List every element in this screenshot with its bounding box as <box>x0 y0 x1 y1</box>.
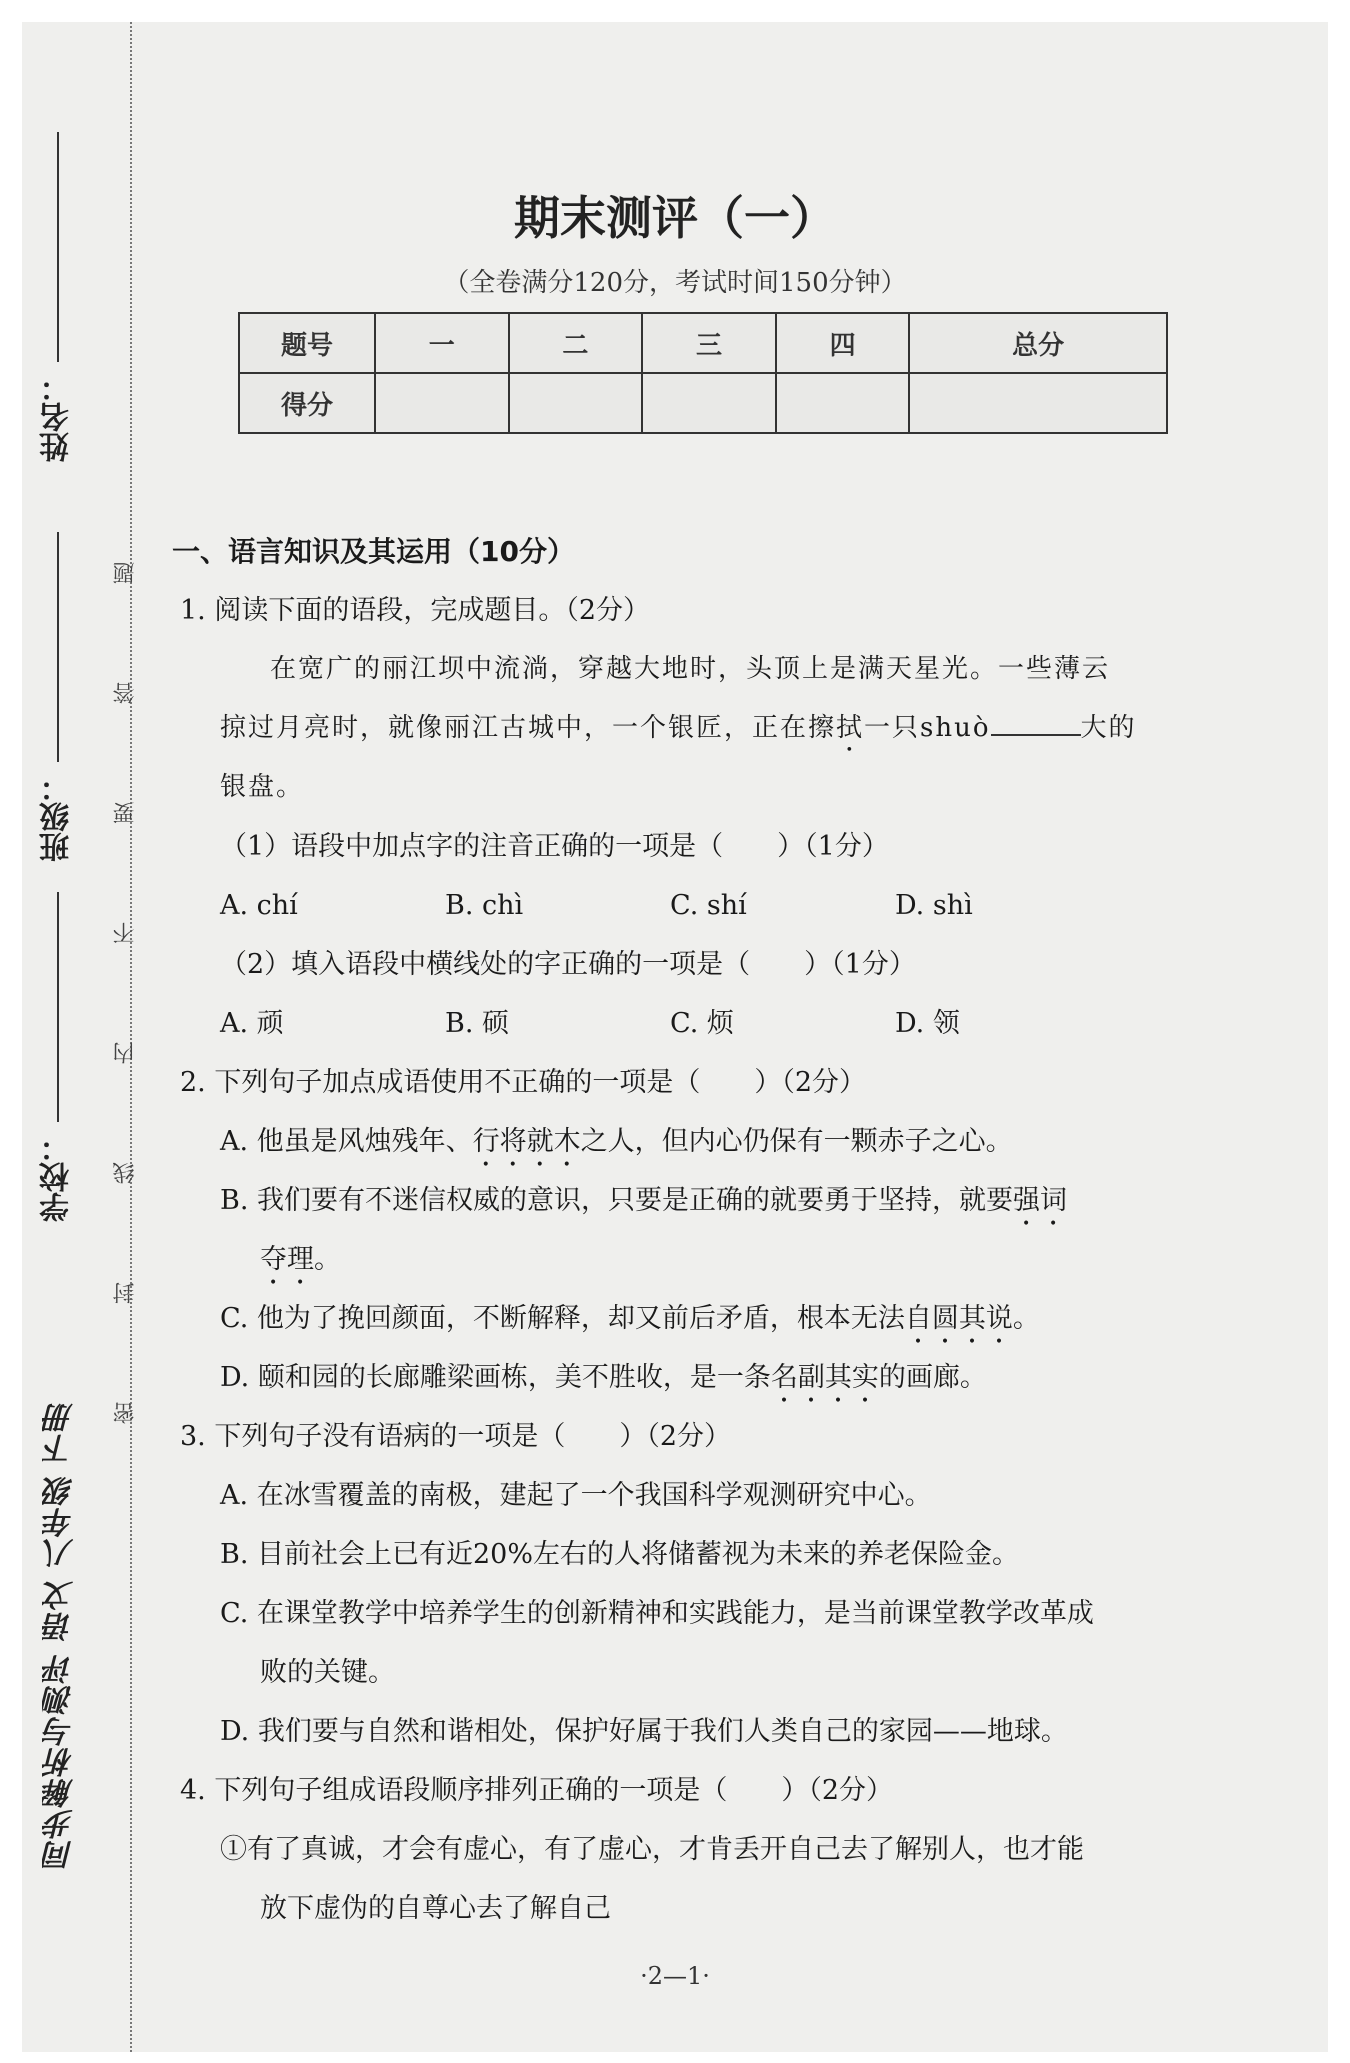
score-table-header-row <box>239 313 1167 373</box>
table-cell: 一 <box>375 313 509 373</box>
sentence-item-1: ①有了真诚，才会有虚心，有了虚心，才肯丢开自己去了解别人，也才能 <box>220 1834 1084 1865</box>
option-d[interactable]: D. 我们要与自然和谐相处，保护好属于我们人类自己的家园——地球。 <box>220 1716 1068 1747</box>
passage-text: 一只shuò <box>864 713 991 743</box>
class-line <box>57 532 59 762</box>
seal-char: 要 <box>113 802 138 824</box>
option-text: B. 我们要有不迷信权威的意识，只要是正确的就要勇于坚持，就要 <box>220 1185 1014 1216</box>
option-b[interactable] <box>172 1171 1247 1230</box>
question-3-stem: 3. 下列句子没有语病的一项是（ ）（2分） <box>180 1421 732 1452</box>
option-text: 。 <box>314 1244 341 1275</box>
option-c[interactable]: C. 烦 <box>670 1008 734 1039</box>
seal-char: 线 <box>113 1162 138 1184</box>
page-number: ·2—1· <box>640 1962 710 1990</box>
table-cell: 题号 <box>239 313 375 373</box>
exam-paper <box>22 22 1328 2052</box>
score-table-score-row <box>239 373 1167 433</box>
option-d[interactable]: D. 领 <box>895 1008 960 1039</box>
question-4-stem: 4. 下列句子组成语段顺序排列正确的一项是（ ）（2分） <box>180 1775 894 1806</box>
option-a[interactable]: A. 顽 <box>220 1008 284 1039</box>
score-cell[interactable] <box>509 373 643 433</box>
passage-line <box>172 699 1247 758</box>
name-label: 姓名： <box>40 372 75 462</box>
option-d[interactable]: D. shì <box>895 890 973 921</box>
class-label: 班级： <box>40 772 75 862</box>
question-content <box>172 522 1247 1938</box>
seal-char: 题 <box>113 562 138 584</box>
dotted-idiom: 名副其实 <box>770 1362 879 1393</box>
option-a[interactable]: A. 在冰雪覆盖的南极，建起了一个我国科学观测研究中心。 <box>220 1480 932 1511</box>
seal-char: 不 <box>113 922 138 944</box>
option-b-continued <box>172 1230 1247 1289</box>
school-label: 学校： <box>40 1132 75 1222</box>
question-1-stem: 1. 阅读下面的语段，完成题目。（2分） <box>180 595 651 626</box>
table-cell: 四 <box>776 313 910 373</box>
school-line <box>57 892 59 1122</box>
dotted-character: 拭 <box>836 713 865 743</box>
score-cell[interactable] <box>375 373 509 433</box>
seal-char: 答 <box>113 682 138 704</box>
sentence-item-1-continued: 放下虚伪的自尊心去了解自己 <box>260 1893 611 1924</box>
dotted-idiom: 行将就木 <box>472 1126 581 1157</box>
binding-line <box>130 22 132 2052</box>
passage-line: 在宽广的丽江坝中流淌，穿越大地时，头顶上是满天星光。一些薄云 <box>270 654 1111 684</box>
dotted-idiom: 强词 <box>1013 1185 1068 1216</box>
sub-question-2: （2）填入语段中横线处的字正确的一项是（ ）（1分） <box>220 949 916 980</box>
options-row <box>172 876 1247 935</box>
option-c-continued: 败的关键。 <box>260 1657 395 1688</box>
question-2-stem: 2. 下列句子加点成语使用不正确的一项是（ ）（2分） <box>180 1067 867 1098</box>
option-text: 。 <box>1012 1303 1040 1334</box>
option-b[interactable]: B. 硕 <box>445 1008 510 1039</box>
dotted-idiom: 夺理 <box>260 1244 314 1275</box>
option-text: 之人，但内心仍保有一颗赤子之心。 <box>580 1126 1013 1157</box>
option-a[interactable]: A. chí <box>220 890 298 921</box>
passage-text: 大的 <box>1080 713 1137 743</box>
option-text: D. 颐和园的长廊雕梁画栋，美不胜收，是一条 <box>220 1362 771 1393</box>
seal-char: 内 <box>113 1042 138 1064</box>
score-cell[interactable] <box>776 373 910 433</box>
option-c[interactable]: C. 在课堂教学中培养学生的创新精神和实践能力，是当前课堂教学改革成 <box>220 1598 1094 1629</box>
option-text: A. 他虽是风烛残年、 <box>220 1126 473 1157</box>
page-title: 期末测评（一） <box>514 191 836 245</box>
score-cell[interactable] <box>642 373 776 433</box>
series-label: 同步解析与测评 语文 八年级 下册 <box>44 1402 79 1871</box>
option-text: C. 他为了挽回颜面，不断解释，却又前后矛盾，根本无法 <box>220 1303 905 1334</box>
score-table <box>238 312 1168 434</box>
section-title: 一、语言知识及其运用（10分） <box>172 535 575 568</box>
option-b[interactable]: B. 目前社会上已有近20%左右的人将储蓄视为未来的养老保险金。 <box>220 1539 1020 1570</box>
option-c[interactable] <box>172 1289 1247 1348</box>
class-field <box>36 532 80 862</box>
table-cell: 得分 <box>239 373 375 433</box>
option-b[interactable]: B. chì <box>445 890 524 921</box>
exam-info: （全卷满分120分，考试时间150分钟） <box>443 268 907 298</box>
school-field <box>36 892 80 1222</box>
dotted-idiom: 自圆其说 <box>904 1303 1013 1334</box>
passage-line: 银盘。 <box>220 772 305 802</box>
table-cell: 三 <box>642 313 776 373</box>
options-row <box>172 994 1247 1053</box>
table-cell: 总分 <box>909 313 1167 373</box>
answer-blank[interactable] <box>991 706 1081 736</box>
passage-text: 掠过月亮时，就像丽江古城中，一个银匠，正在擦 <box>220 713 837 743</box>
option-d[interactable] <box>172 1348 1247 1407</box>
option-a[interactable] <box>172 1112 1247 1171</box>
seal-char: 密 <box>113 1402 138 1424</box>
option-c[interactable]: C. shí <box>670 890 747 921</box>
score-cell[interactable] <box>909 373 1167 433</box>
sub-question-1: （1）语段中加点字的注音正确的一项是（ ）（1分） <box>220 831 889 862</box>
table-cell: 二 <box>509 313 643 373</box>
seal-char: 封 <box>113 1282 138 1304</box>
option-text: 的画廊。 <box>878 1362 987 1393</box>
